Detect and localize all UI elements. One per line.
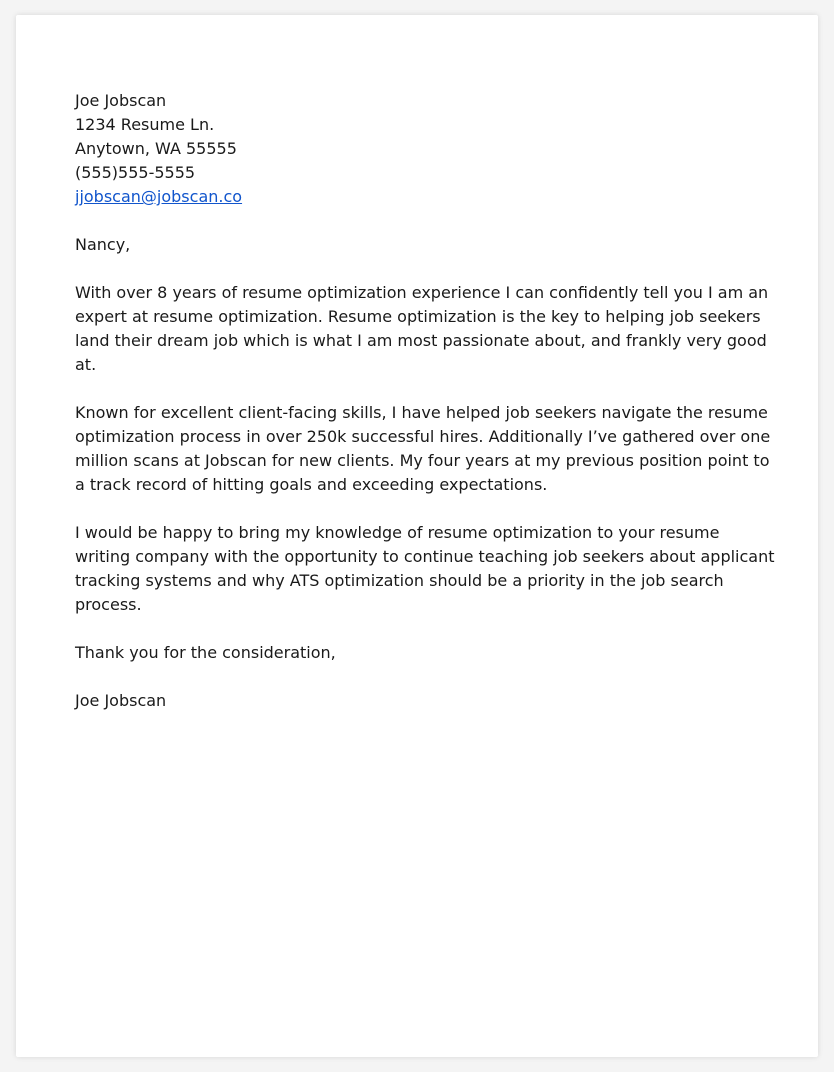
closing-line: Thank you for the consideration, [75, 643, 336, 662]
signature-name: Joe Jobscan [75, 691, 167, 710]
greeting: Nancy, [75, 235, 131, 254]
body-paragraph-2: Known for excellent client-facing skills, I have helped job seekers navigate the resume optimization process in over 250k successful hires. Additionally I’ve gathered over one million scans at Jobscan for new clients. My four years at my previous position point to a track record of hitting goals and exceeding expectations. [75, 403, 771, 494]
cover-letter [75, 89, 778, 713]
sender-phone: (555)555-5555 [75, 163, 196, 182]
sender-street: 1234 Resume Ln. [75, 115, 215, 134]
body-paragraph-1: With over 8 years of resume optimization experience I can confidently tell you I am an expert at resume optimization. Resume optimization is the key to helping job seekers land their dream job which is what I am most passionate about, and frankly very good at. [75, 283, 769, 374]
letter-page [16, 15, 818, 1057]
body-paragraph-3: I would be happy to bring my knowledge of resume optimization to your resume writing company with the opportunity to continue teaching job seekers about applicant tracking systems and why ATS optimization should be a priority in the job search process. [75, 523, 775, 614]
sender-city: Anytown, WA 55555 [75, 139, 237, 158]
sender-email-link[interactable]: jjobscan@jobscan.co [75, 187, 243, 206]
sender-name: Joe Jobscan [75, 91, 167, 110]
sender-address-block [75, 89, 778, 209]
